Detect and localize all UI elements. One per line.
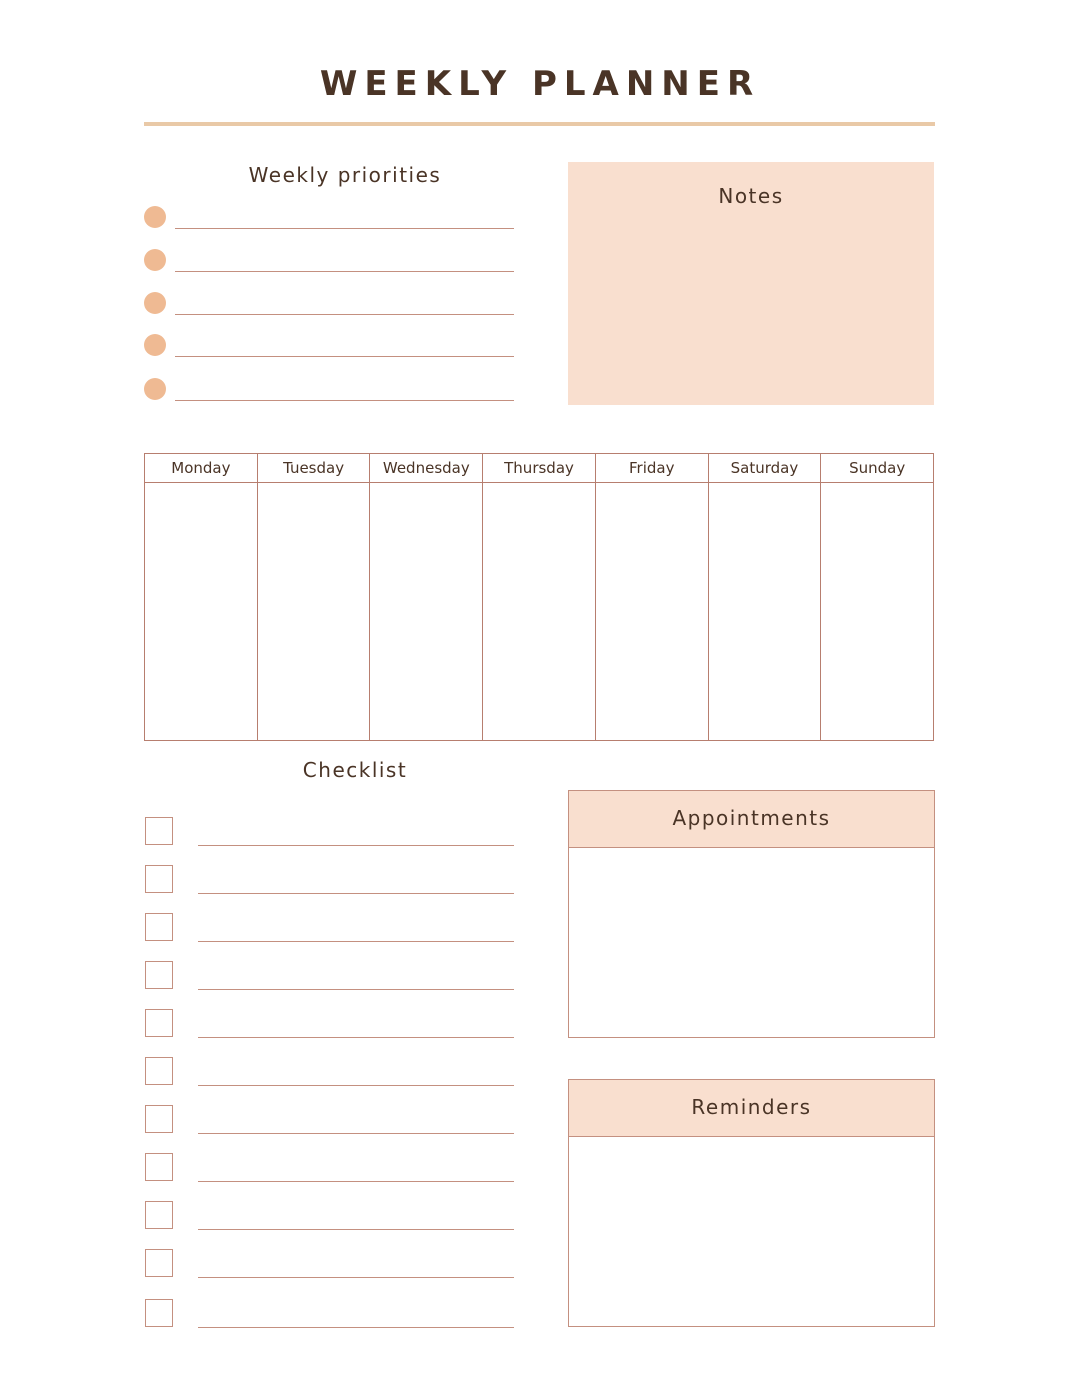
appointments-area[interactable] — [569, 848, 934, 1036]
priority-item[interactable] — [144, 378, 514, 410]
checklist-item — [145, 1299, 514, 1331]
checklist-item — [145, 1153, 514, 1185]
checklist-writing-line[interactable] — [198, 941, 514, 942]
day-header: Tuesday — [258, 454, 370, 483]
bullet-icon — [144, 292, 166, 314]
reminders-area[interactable] — [569, 1137, 934, 1325]
day-cell[interactable] — [370, 483, 482, 740]
day-column-thursday — [482, 454, 595, 740]
checkbox[interactable] — [145, 1105, 173, 1133]
bullet-icon — [144, 334, 166, 356]
weekly-schedule-table — [144, 453, 934, 741]
checkbox[interactable] — [145, 1009, 173, 1037]
day-cell[interactable] — [483, 483, 595, 740]
day-column-tuesday — [257, 454, 370, 740]
day-column-friday — [595, 454, 708, 740]
day-cell[interactable] — [821, 483, 933, 740]
checklist-item — [145, 913, 514, 945]
checklist-writing-line[interactable] — [198, 1229, 514, 1230]
checklist-item — [145, 865, 514, 897]
checklist-writing-line[interactable] — [198, 1133, 514, 1134]
checklist-writing-line[interactable] — [198, 845, 514, 846]
checkbox[interactable] — [145, 1249, 173, 1277]
page-title: WEEKLY PLANNER — [319, 64, 761, 104]
checklist-writing-line[interactable] — [198, 1181, 514, 1182]
checkbox[interactable] — [145, 1201, 173, 1229]
bullet-icon — [144, 378, 166, 400]
checkbox[interactable] — [145, 817, 173, 845]
checkbox[interactable] — [145, 1153, 173, 1181]
day-header: Wednesday — [370, 454, 482, 483]
checkbox[interactable] — [145, 1299, 173, 1327]
priority-writing-line[interactable] — [175, 400, 514, 401]
priority-writing-line[interactable] — [175, 314, 514, 315]
checkbox[interactable] — [145, 1057, 173, 1085]
checkbox[interactable] — [145, 865, 173, 893]
checklist-writing-line[interactable] — [198, 1277, 514, 1278]
reminders-panel — [568, 1079, 935, 1327]
day-cell[interactable] — [145, 483, 257, 740]
priority-item[interactable] — [144, 334, 514, 366]
checklist-writing-line[interactable] — [198, 989, 514, 990]
day-cell[interactable] — [258, 483, 370, 740]
priority-writing-line[interactable] — [175, 228, 514, 229]
day-cell[interactable] — [709, 483, 821, 740]
day-header: Monday — [145, 454, 257, 483]
notes-heading: Notes — [718, 184, 784, 208]
day-header: Sunday — [821, 454, 933, 483]
checklist-item — [145, 1009, 514, 1041]
day-header: Saturday — [709, 454, 821, 483]
day-column-monday — [145, 454, 257, 740]
checkbox[interactable] — [145, 913, 173, 941]
checklist-item — [145, 1057, 514, 1089]
checklist-writing-line[interactable] — [198, 1327, 514, 1328]
checklist-item — [145, 1201, 514, 1233]
checkbox[interactable] — [145, 961, 173, 989]
day-column-saturday — [708, 454, 821, 740]
checklist-writing-line[interactable] — [198, 893, 514, 894]
priority-writing-line[interactable] — [175, 356, 514, 357]
day-column-sunday — [820, 454, 933, 740]
checklist-writing-line[interactable] — [198, 1037, 514, 1038]
priority-item[interactable] — [144, 206, 514, 238]
checklist-item — [145, 817, 514, 849]
bullet-icon — [144, 206, 166, 228]
appointments-panel — [568, 790, 935, 1038]
day-header: Friday — [596, 454, 708, 483]
appointments-heading: Appointments — [569, 791, 934, 848]
day-column-wednesday — [369, 454, 482, 740]
checklist-item — [145, 1105, 514, 1137]
checklist-writing-line[interactable] — [198, 1085, 514, 1086]
checklist-item — [145, 1249, 514, 1281]
priority-item[interactable] — [144, 249, 514, 281]
notes-box[interactable] — [568, 162, 934, 405]
bullet-icon — [144, 249, 166, 271]
day-header: Thursday — [483, 454, 595, 483]
checklist-item — [145, 961, 514, 993]
title-divider — [144, 122, 935, 126]
priority-writing-line[interactable] — [175, 271, 514, 272]
priority-item[interactable] — [144, 292, 514, 324]
reminders-heading: Reminders — [569, 1080, 934, 1137]
priorities-heading: Weekly priorities — [248, 163, 442, 187]
checklist-heading: Checklist — [302, 758, 408, 782]
day-cell[interactable] — [596, 483, 708, 740]
